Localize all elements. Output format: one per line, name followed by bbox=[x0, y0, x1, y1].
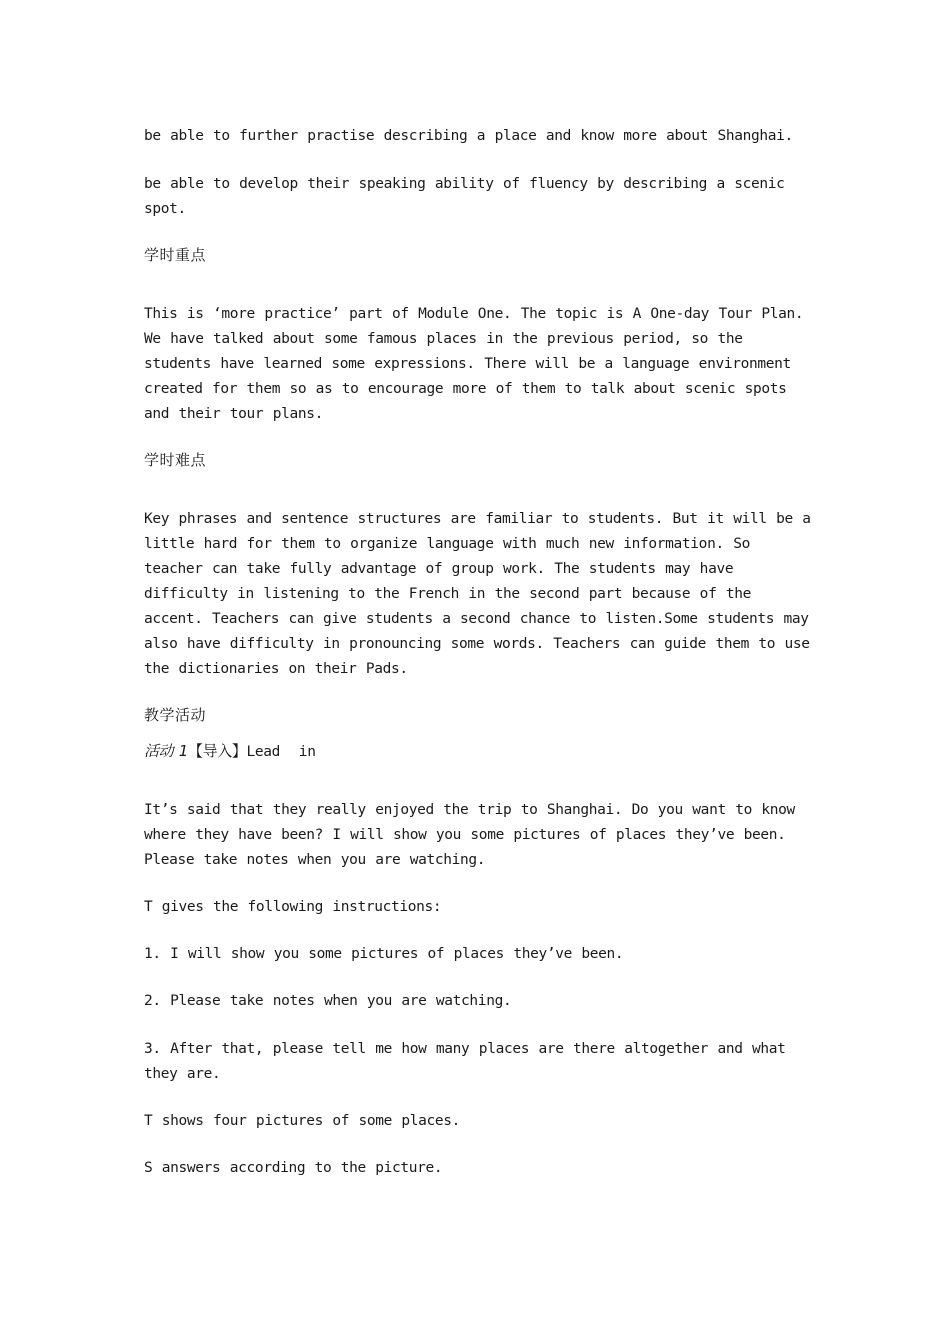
heading-key-points: 学时重点 bbox=[144, 246, 207, 264]
instruction-item-1: 1. I will show you some pictures of places they’ve been. bbox=[144, 946, 624, 962]
student-action-paragraph: S answers according to the picture. bbox=[144, 1160, 443, 1176]
activity-1-heading bbox=[144, 739, 814, 765]
lead-in-paragraph: It’s said that they really enjoyed the trip to Shanghai. Do you want to know where they have been? I will show you some pictures of places they’ve been. Please take notes when you are watching. bbox=[144, 802, 795, 868]
instructions-intro: T gives the following instructions: bbox=[144, 899, 442, 915]
activity-1-title: Lead in bbox=[246, 744, 316, 760]
activity-1-bracket: 【导入】 bbox=[187, 742, 247, 760]
instruction-item-2: 2. Please take notes when you are watching. bbox=[144, 993, 512, 1009]
teacher-action-paragraph: T shows four pictures of some places. bbox=[144, 1113, 461, 1129]
difficulties-paragraph: Key phrases and sentence structures are familiar to students. But it will be a little hard for them to organize language with much new information. So teacher can take fully advantage of group work. The students may have difficulty in listening to the French in the second part because of the accent. Teachers can give students a second chance to listen.Some students may also have difficulty in pronouncing some words. Teachers can guide them to use the dictionaries on their Pads. bbox=[144, 511, 811, 677]
heading-teaching-activities: 教学活动 bbox=[144, 706, 207, 724]
objective-paragraph-2: be able to develop their speaking ability of fluency by describing a scenic spot. bbox=[144, 176, 785, 217]
key-points-paragraph: This is ‘more practice’ part of Module One. The topic is A One-day Tour Plan. We have talked about some famous places in the previous period, so the students have learned some expressions. There will be a language environment created for them so as to encourage more of them to talk about scenic spots and their tour plans. bbox=[144, 306, 804, 422]
instruction-item-3: 3. After that, please tell me how many places are there altogether and what they are. bbox=[144, 1041, 786, 1082]
heading-difficulties: 学时难点 bbox=[144, 451, 207, 469]
activity-1-prefix: 活动 1 bbox=[144, 742, 188, 760]
objective-paragraph-1: be able to further practise describing a place and know more about Shanghai. bbox=[144, 128, 793, 144]
